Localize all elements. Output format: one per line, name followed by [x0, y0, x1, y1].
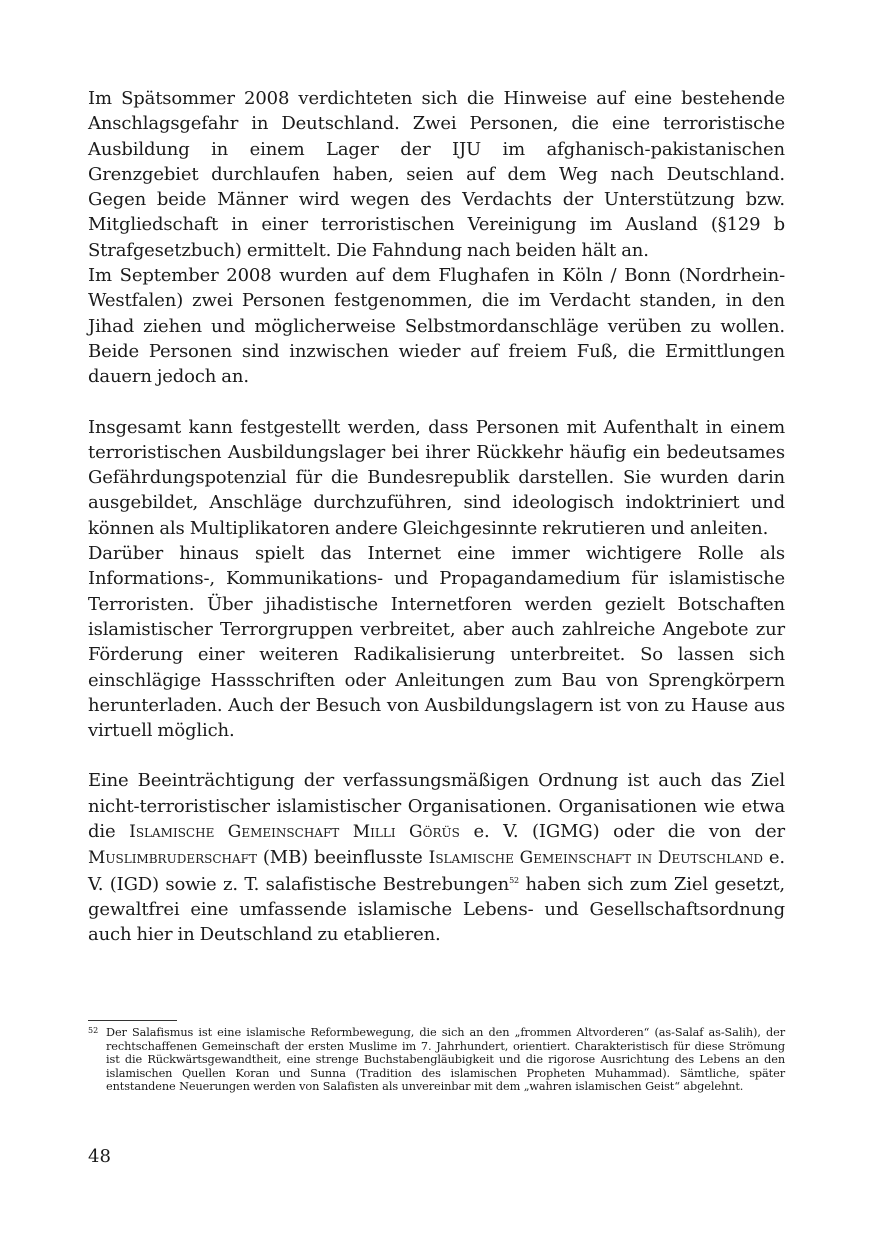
footnote-divider	[88, 1020, 177, 1021]
paragraph-5-text: (MB) beeinflusste	[256, 847, 429, 869]
org-name-igd: Islamische Gemeinschaft in Deutschland	[428, 848, 763, 869]
org-name-mb: Muslimbruderschaft	[88, 848, 257, 869]
org-name-igmg: Islamische Gemeinschaft Milli Görüs	[129, 822, 460, 843]
page-number: 48	[88, 1146, 111, 1167]
footnote-text: Der Salafismus ist eine islamische Reformbewegung, die sich an den „frommen Altvorderen“ (as-Salaf as-Salih), der rechtschaffenen Gemeinschaft der ersten Muslime im 7. Jahrhundert, orientiert. Charakteristisch für diese Strömung ist die Rückwärtsgewandtheit, eine strenge Buchstabengläubigkeit und die rigorose Ausrichtung des Lebens an den islamischen Quellen Koran und Sunna (Tradition des islamischen Propheten Muhammad). Sämtliche, später entstandene Neuerungen werden von Salafisten als unvereinbar mit dem „wahren islamischen Geist“ abgelehnt.	[106, 1026, 785, 1094]
paragraph-5-text: haben sich zum Ziel gesetzt, gewaltfrei eine umfassende islamische Lebens- und Gesellschaftsordnung auch hier in Deutschland zu etablieren.	[88, 873, 786, 946]
paragraph-1: Im Spätsommer 2008 verdichteten sich die Hinweise auf eine bestehende Anschlagsgefahr in Deutschland. Zwei Personen, die eine terroristische Ausbildung in einem Lager der IJU im afghanisch-pakistanischen Grenzgebiet durchlaufen haben, seien auf dem Weg nach Deutschland. Gegen beide Männer wird wegen des Verdachts der Unterstützung bzw. Mitgliedschaft in einer terroristischen Vereinigung im Ausland (§129 b Strafgesetzbuch) ermittelt. Die Fahndung nach beiden hält an.	[88, 88, 785, 261]
footnote	[88, 1026, 785, 1094]
paragraph-4: Darüber hinaus spielt das Internet eine immer wichtigere Rolle als Informations-, Kommunikations- und Propagandamedium für islamistische Terroristen. Über jihadistische Internetforen werden gezielt Botschaften islamistischer Terrorgruppen verbreitet, aber auch zahlreiche Angebote zur Förderung einer weiteren Radikalisierung unterbreitet. So lassen sich einschlägige Hassschriften oder Anleitungen zum Bau von Sprengkörpern herunterladen. Auch der Besuch von Ausbildungslagern ist von zu Hause aus virtuell möglich.	[88, 543, 785, 742]
paragraph-3: Insgesamt kann festgestellt werden, dass Personen mit Aufenthalt in einem terroristischen Ausbildungslager bei ihrer Rückkehr häufig ein bedeutsames Gefährdungspotenzial für die Bundesrepublik darstellen. Sie wurden darin ausgebildet, Anschläge durchzuführen, sind ideologisch indoktriniert und können als Multiplikatoren andere Gleichgesinnte rekrutieren und anleiten.	[88, 416, 785, 539]
paragraph-gap	[88, 743, 785, 768]
paragraph-5-text: e. V. (IGMG) oder die von der	[459, 821, 785, 843]
footnote-reference[interactable]: 52	[509, 875, 519, 885]
paragraph-gap	[88, 390, 785, 415]
footnote-number: 52	[88, 1026, 99, 1035]
paragraph-2: Im September 2008 wurden auf dem Flughafen in Köln / Bonn (Nordrhein-Westfalen) zwei Personen festgenommen, die im Verdacht standen, in den Jihad ziehen und möglicherweise Selbstmordanschläge verüben zu wollen. Beide Personen sind inzwischen wieder auf freiem Fuß, die Ermittlungen dauern jedoch an.	[88, 265, 785, 388]
paragraph-5-text: Eine Beeinträchtigung der verfassungsmäßigen Ordnung ist auch das Ziel nicht-terroristischer islamistischer Organisationen. Organisationen wie etwa die	[88, 770, 785, 843]
paragraph-5	[88, 768, 785, 947]
main-text	[88, 86, 785, 948]
paragraph-5-text: e. V. (IGD) sowie z. T. salafistische Bestrebungen	[88, 847, 786, 895]
